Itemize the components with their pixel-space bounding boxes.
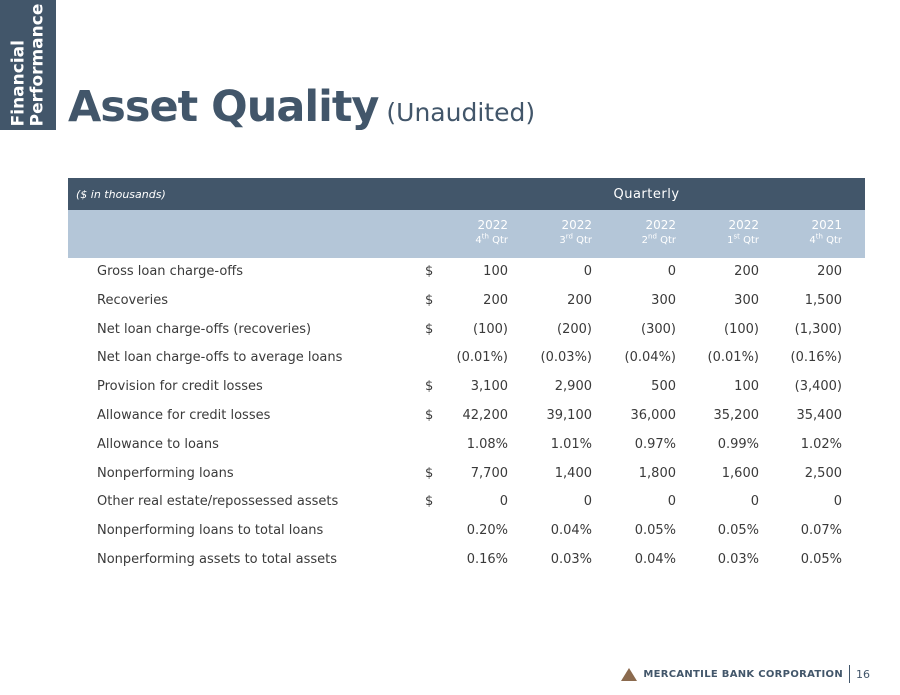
table-body bbox=[68, 258, 865, 575]
table-cell: 1,400 bbox=[554, 465, 592, 481]
quarter-suffix: Qtr bbox=[660, 235, 676, 246]
unit-label: ($ in thousands) bbox=[76, 187, 166, 201]
table-cell: 0 bbox=[833, 494, 842, 510]
table-cell: (3,400) bbox=[794, 379, 842, 395]
quarter-number: 2 bbox=[641, 235, 649, 246]
quarter-number: 4 bbox=[475, 235, 482, 246]
column-year: 2022 bbox=[645, 218, 676, 232]
row-label: Allowance for credit losses bbox=[97, 407, 271, 423]
table-cell: 0.04% bbox=[634, 551, 676, 567]
table-cell: (0.01%) bbox=[707, 350, 759, 366]
table-cell: 1,800 bbox=[638, 465, 676, 481]
quarter-suffix: Qtr bbox=[576, 235, 592, 246]
table-cell: 0.07% bbox=[800, 523, 842, 539]
table-cell: 300 bbox=[651, 292, 676, 308]
table-cell: 35,400 bbox=[796, 407, 842, 423]
column-header-row bbox=[68, 210, 865, 258]
column-year: 2022 bbox=[561, 218, 592, 232]
table-row bbox=[68, 258, 865, 287]
row-label: Nonperforming assets to total assets bbox=[97, 551, 337, 567]
table-cell: 0.05% bbox=[634, 523, 676, 539]
table-cell: 200 bbox=[734, 264, 759, 279]
table-cell: 42,200 bbox=[462, 407, 508, 423]
row-label: Gross loan charge-offs bbox=[97, 264, 244, 279]
row-label: Other real estate/repossessed assets bbox=[97, 494, 339, 510]
row-label: Recoveries bbox=[97, 292, 168, 308]
table-row bbox=[68, 460, 865, 489]
page-number: 16 bbox=[856, 667, 870, 681]
table-row bbox=[68, 402, 865, 431]
quarter-number: 3 bbox=[559, 235, 566, 246]
row-label: Provision for credit losses bbox=[97, 379, 263, 395]
table-cell: 0.05% bbox=[717, 523, 759, 539]
table-cell: 39,100 bbox=[546, 407, 592, 423]
group-label: Quarterly bbox=[613, 186, 680, 202]
currency-symbol: $ bbox=[425, 379, 434, 395]
row-label: Nonperforming loans bbox=[97, 465, 234, 481]
column-quarter bbox=[424, 233, 508, 248]
quarter-number: 4 bbox=[809, 235, 816, 246]
table-cell: 1.08% bbox=[466, 436, 508, 452]
table-cell: 36,000 bbox=[630, 407, 676, 423]
section-tab bbox=[0, 0, 56, 130]
column-quarter bbox=[508, 233, 592, 248]
table-cell: 0 bbox=[667, 264, 676, 279]
quarter-ordinal: nd bbox=[648, 232, 657, 241]
table-cell: 0.97% bbox=[634, 436, 676, 452]
table-cell: 0.16% bbox=[466, 551, 508, 567]
table-cell: (1,300) bbox=[794, 321, 842, 337]
section-tab-line-1: Financial bbox=[8, 40, 29, 127]
table-cell: 2,500 bbox=[804, 465, 842, 481]
table-row bbox=[68, 517, 865, 546]
footer-divider bbox=[849, 665, 850, 683]
table-cell: (100) bbox=[724, 321, 759, 337]
page-title bbox=[68, 82, 535, 132]
quarter-number: 1 bbox=[727, 235, 734, 246]
currency-symbol: $ bbox=[425, 494, 434, 510]
column-header bbox=[675, 218, 759, 248]
company-name: MERCANTILE BANK CORPORATION bbox=[643, 668, 843, 680]
currency-symbol: $ bbox=[425, 407, 434, 423]
table-cell: 7,700 bbox=[470, 465, 508, 481]
triangle-logo-icon bbox=[621, 668, 637, 681]
quarter-ordinal: rd bbox=[565, 232, 573, 241]
table-cell: (0.16%) bbox=[790, 350, 842, 366]
currency-symbol: $ bbox=[425, 292, 434, 308]
column-year: 2022 bbox=[477, 218, 508, 232]
column-quarter bbox=[592, 233, 676, 248]
table-header-top bbox=[68, 178, 865, 210]
table-cell: 200 bbox=[483, 292, 508, 308]
table-cell: 0 bbox=[499, 494, 508, 510]
table-row bbox=[68, 287, 865, 316]
table-cell: 3,100 bbox=[470, 379, 508, 395]
column-header bbox=[424, 218, 508, 248]
quarter-ordinal: th bbox=[815, 232, 823, 241]
column-header bbox=[508, 218, 592, 248]
table-cell: 1,600 bbox=[721, 465, 759, 481]
table-row bbox=[68, 373, 865, 402]
table-cell: 1.01% bbox=[550, 436, 592, 452]
row-label: Net loan charge-offs to average loans bbox=[97, 350, 343, 366]
column-header bbox=[758, 218, 842, 248]
quarter-suffix: Qtr bbox=[826, 235, 842, 246]
table-cell: 1,500 bbox=[804, 292, 842, 308]
table-cell: 2,900 bbox=[554, 379, 592, 395]
table-row bbox=[68, 546, 865, 575]
table-row bbox=[68, 344, 865, 373]
quarter-suffix: Qtr bbox=[492, 235, 508, 246]
table-cell: (100) bbox=[473, 321, 508, 337]
title-subtitle: (Unaudited) bbox=[386, 98, 536, 127]
table-cell: 500 bbox=[651, 379, 676, 395]
table-cell: 100 bbox=[483, 264, 508, 279]
section-tab-line-2: Performance bbox=[27, 3, 48, 127]
table-cell: 0.20% bbox=[466, 523, 508, 539]
table-cell: 100 bbox=[734, 379, 759, 395]
row-label: Net loan charge-offs (recoveries) bbox=[97, 321, 312, 337]
table-cell: 0.99% bbox=[717, 436, 759, 452]
table-row bbox=[68, 431, 865, 460]
quarter-ordinal: st bbox=[733, 232, 740, 241]
table-cell: 0.05% bbox=[800, 551, 842, 567]
column-quarter bbox=[675, 233, 759, 248]
table-cell: 300 bbox=[734, 292, 759, 308]
row-label: Nonperforming loans to total loans bbox=[97, 523, 324, 539]
table-cell: 0 bbox=[667, 494, 676, 510]
table-cell: 0.04% bbox=[550, 523, 592, 539]
asset-quality-table bbox=[68, 178, 865, 575]
table-cell: 0.03% bbox=[717, 551, 759, 567]
column-header bbox=[592, 218, 676, 248]
table-cell: (0.04%) bbox=[624, 350, 676, 366]
table-cell: (0.01%) bbox=[456, 350, 508, 366]
footer bbox=[621, 664, 870, 684]
quarter-ordinal: th bbox=[481, 232, 489, 241]
column-year: 2022 bbox=[728, 218, 759, 232]
currency-symbol: $ bbox=[425, 465, 434, 481]
table-row bbox=[68, 316, 865, 345]
table-cell: 0 bbox=[750, 494, 759, 510]
table-cell: 0.03% bbox=[550, 551, 592, 567]
title-main: Asset Quality bbox=[68, 82, 379, 132]
table-cell: 200 bbox=[567, 292, 592, 308]
table-cell: 200 bbox=[817, 264, 842, 279]
table-cell: 0 bbox=[583, 494, 592, 510]
table-cell: (0.03%) bbox=[540, 350, 592, 366]
table-cell: (300) bbox=[641, 321, 676, 337]
column-quarter bbox=[758, 233, 842, 248]
section-tab-label bbox=[9, 4, 47, 127]
column-year: 2021 bbox=[811, 218, 842, 232]
quarter-suffix: Qtr bbox=[743, 235, 759, 246]
table-cell: 35,200 bbox=[713, 407, 759, 423]
table-cell: 1.02% bbox=[800, 436, 842, 452]
table-cell: 0 bbox=[583, 264, 592, 279]
row-label: Allowance to loans bbox=[97, 436, 219, 452]
table-cell: (200) bbox=[557, 321, 592, 337]
currency-symbol: $ bbox=[425, 321, 434, 337]
table-row bbox=[68, 488, 865, 517]
currency-symbol: $ bbox=[425, 264, 434, 279]
